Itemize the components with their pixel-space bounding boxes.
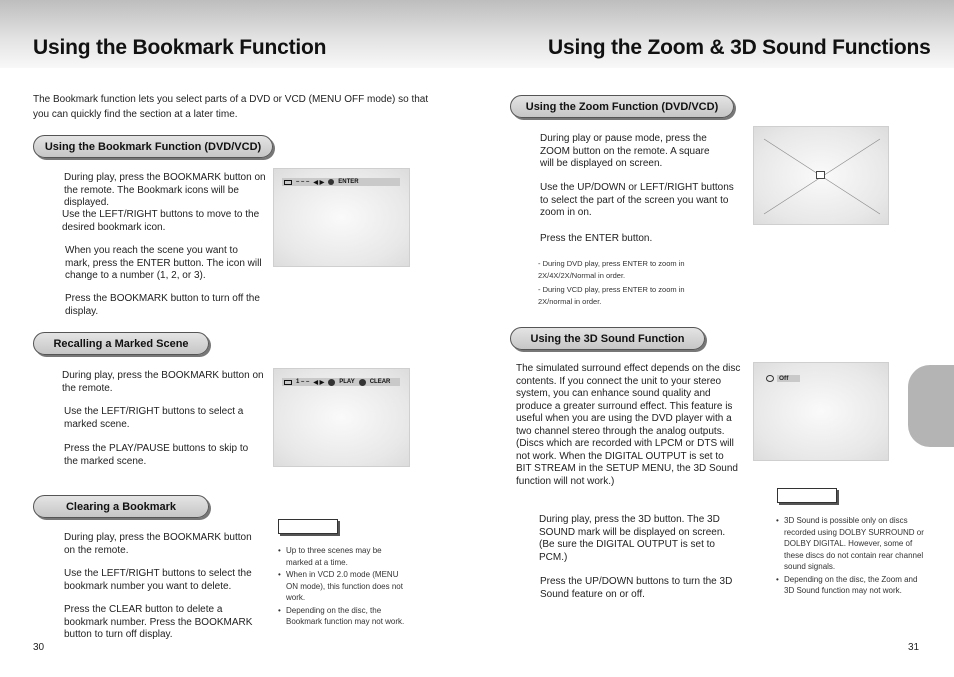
enter-icon	[328, 179, 334, 185]
zoom-step-2: Use the UP/DOWN or LEFT/RIGHT buttons to select the part of the screen you want to zoom in on.	[540, 182, 734, 218]
bookmark-osd-bar	[282, 178, 400, 186]
recalling-scene-heading: Recalling a Marked Scene	[33, 332, 209, 355]
zoom-icon	[816, 171, 825, 179]
play-label: PLAY	[339, 379, 355, 385]
clear-step-3: Press the CLEAR button to delete a bookmark number. Press the BOOKMARK button to turn off display.	[64, 604, 253, 640]
right-note-2: • Depending on the disc, the Zoom and 3D Sound function may not work.	[776, 574, 924, 597]
3d-sound-icon	[766, 375, 774, 382]
recall-osd-bar	[282, 378, 400, 386]
bookmark-step-4: Press the BOOKMARK button to turn off the display.	[65, 293, 260, 317]
right-note-box	[777, 488, 837, 503]
3d-step-2: Press the UP/DOWN buttons to turn the 3D Sound feature on or off.	[540, 576, 733, 600]
clear-label: CLEAR	[369, 379, 391, 385]
play-icon	[328, 379, 335, 386]
clearing-bookmark-heading: Clearing a Bookmark	[33, 495, 209, 518]
left-page-title: Using the Bookmark Function	[33, 36, 327, 59]
recall-step-1: During play, press the BOOKMARK button on the remote.	[62, 370, 264, 394]
3d-osd	[766, 375, 800, 382]
bookmark-step-2: Use the LEFT/RIGHT buttons to move to the desired bookmark icon.	[62, 209, 260, 233]
page-number-right: 31	[908, 642, 920, 653]
bookmark-intro: The Bookmark function lets you select parts of a DVD or VCD (MENU OFF mode) so that you can quickly find the section at a later time.	[33, 94, 429, 120]
left-note-3: • Depending on the disc, the Bookmark function may not work.	[278, 605, 406, 628]
right-note-1: • 3D Sound is possible only on discs recorded using DOLBY SURROUND or DOLBY DIGITAL. However, some of these discs do not contain rear channel sound signals.	[776, 515, 924, 573]
left-note-1: • Up to three scenes may be marked at a time.	[278, 545, 406, 568]
bookmark-marks: 1 – –	[296, 379, 310, 385]
recall-step-2: Use the LEFT/RIGHT buttons to select a marked scene.	[64, 406, 244, 430]
3d-sound-heading: Using the 3D Sound Function	[510, 327, 705, 350]
left-note-box	[278, 519, 338, 534]
right-notes	[776, 515, 924, 598]
bookmark-dvd-vcd-heading: Using the Bookmark Function (DVD/VCD)	[33, 135, 273, 158]
bookmark-dashes: – – –	[296, 179, 310, 185]
left-note-2: • When in VCD 2.0 mode (MENU ON mode), this function does not work.	[278, 569, 406, 604]
left-right-arrows-icon: ◀ ▶	[313, 179, 325, 186]
bookmark-screen-image	[273, 168, 410, 267]
zoom-screen-image	[753, 126, 889, 225]
clear-step-1: During play, press the BOOKMARK button on the remote.	[64, 532, 252, 556]
clear-step-2: Use the LEFT/RIGHT buttons to select the bookmark number you want to delete.	[64, 568, 252, 592]
enter-label: ENTER	[338, 179, 359, 185]
3d-step-1: During play, press the 3D button. The 3D SOUND mark will be displayed on screen. (Be sure the DIGITAL OUTPUT is set to PCM.)	[539, 514, 726, 563]
bookmark-icon	[284, 180, 292, 185]
bookmark-icon	[284, 380, 292, 385]
recall-screen-image	[273, 368, 410, 467]
zoom-function-heading: Using the Zoom Function (DVD/VCD)	[510, 95, 734, 118]
zoom-step-3: Press the ENTER button.	[540, 233, 653, 244]
recall-step-3: Press the PLAY/PAUSE buttons to skip to the marked scene.	[64, 443, 249, 467]
zoom-subnote-2: - During VCD play, press ENTER to zoom in 2X/normal in order.	[538, 285, 685, 306]
bookmark-step-1: During play, press the BOOKMARK button on the remote. The Bookmark icons will be displayed.	[64, 172, 266, 208]
zoom-step-1: During play or pause mode, press the ZOOM button on the remote. A square will be displayed on screen.	[540, 133, 710, 169]
clear-icon	[359, 379, 366, 386]
right-page-title: Using the Zoom & 3D Sound Functions	[548, 36, 931, 59]
bookmark-step-3: When you reach the scene you want to mark, press the ENTER button. The icon will change to a number (1, 2, or 3).	[65, 245, 262, 281]
zoom-subnote-1: - During DVD play, press ENTER to zoom in 2X/4X/2X/Normal in order.	[538, 259, 685, 280]
3d-osd-label: Off	[777, 375, 800, 382]
chapter-side-tab	[908, 365, 954, 447]
3d-sound-screen-image	[753, 362, 889, 461]
page-number-left: 30	[33, 642, 45, 653]
left-notes	[278, 545, 406, 629]
3d-sound-intro: The simulated surround effect depends on the disc contents. If you connect the unit to your stereo system, you can enhance sound quality and produce a greater surround effect. This feature is useful when you are using the DVD player with a two channel stereo through the analog outputs. (Discs which are recorded with LPCM or DTS will not work. When the DIGITAL OUTPUT is set to BIT STREAM in the SETUP MENU, the 3D Sound function will not work.)	[516, 363, 741, 487]
left-right-arrows-icon: ◀ ▶	[313, 379, 325, 386]
